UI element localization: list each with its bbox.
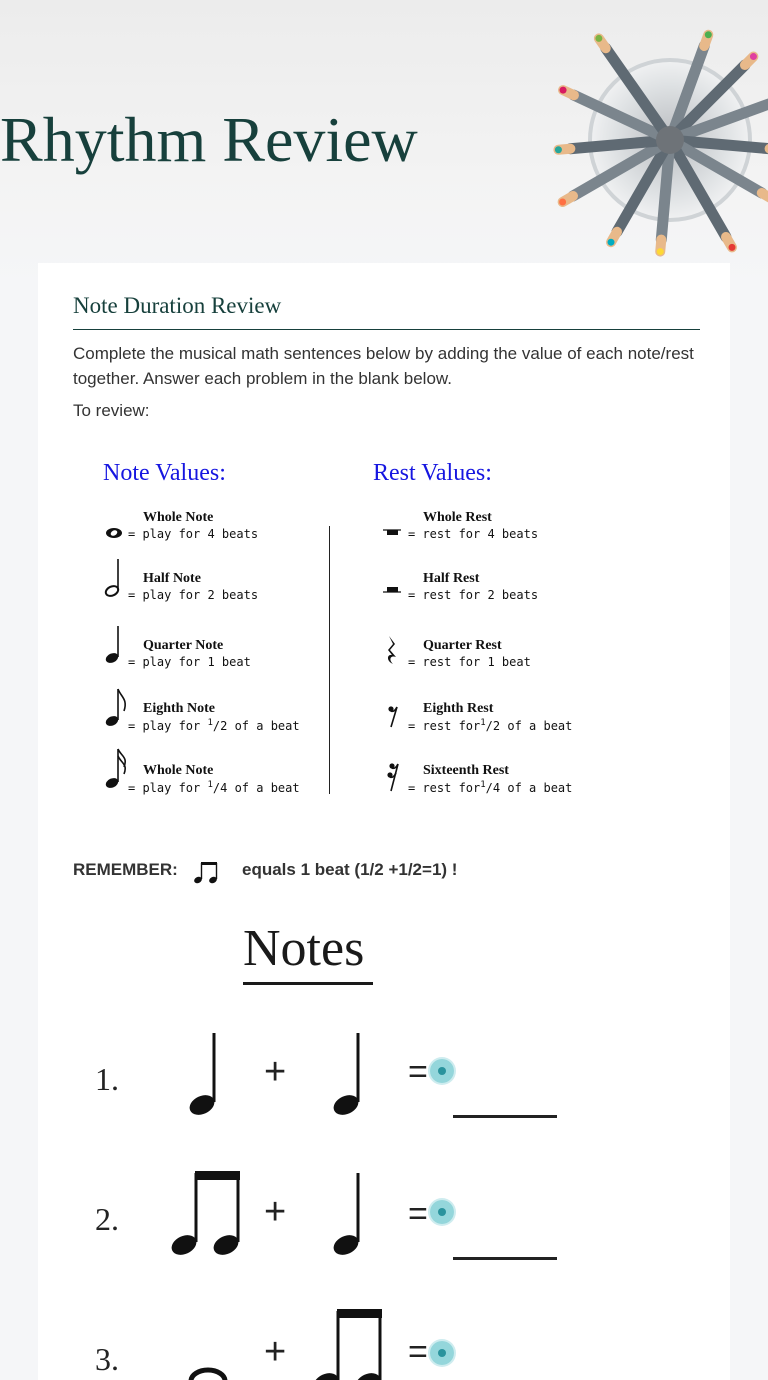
beamed-eighth-notes-icon <box>310 1307 388 1380</box>
sixteenth-note-icon <box>103 747 129 789</box>
sixteenth-rest-icon <box>383 757 405 799</box>
pencil-tip <box>559 199 566 206</box>
pencil-tip <box>750 53 757 60</box>
eighth-rest-icon <box>383 697 405 737</box>
problem-number: 3. <box>95 1341 119 1377</box>
note-rest-values-figure: Note Values: Rest Values: Whole Note = play for 4 beats Half Note = play for 2 beats Quarter Note = play for 1 beat Eighth Note = play for $^1$/2 of a beat Whole Note = play for $^1$/4 of a beat Whole Rest = rest for 4 beats Half Rest = rest for 2 beats Quarter Rest = rest for 1 beat Eighth Rest = rest for$^1$/2 of a beat Sixteenth Rest = rest for$^1$/4 of a beat <box>83 448 643 798</box>
notes-heading-underline <box>243 982 373 985</box>
answer-blank[interactable] <box>453 1257 557 1260</box>
rest-values-heading: Rest Values: <box>373 460 492 486</box>
equals-sign: = <box>408 1195 428 1233</box>
problem-number: 2. <box>95 1201 119 1237</box>
problem-number: 1. <box>95 1061 119 1097</box>
notes-heading: Notes <box>243 920 365 977</box>
whole-rest-icon <box>383 510 405 544</box>
whole-note-icon <box>188 1365 228 1380</box>
pencil-wood <box>762 193 768 199</box>
note-values-heading: Note Values: <box>103 460 226 486</box>
values-divider <box>329 526 330 794</box>
plus-sign: + <box>264 1331 287 1373</box>
problem-3 <box>38 1305 730 1380</box>
whole-note-icon <box>103 510 125 544</box>
half-note-icon <box>103 557 125 597</box>
quarter-note-icon <box>330 1171 366 1257</box>
pencil-tip <box>608 239 615 246</box>
pencil-tip <box>555 146 562 153</box>
quarter-note-icon <box>330 1031 366 1117</box>
section-title: Note Duration Review <box>73 293 282 318</box>
page-header <box>0 0 768 290</box>
pencil-tip <box>595 35 602 42</box>
half-rest-icon <box>383 571 405 605</box>
answer-blank[interactable] <box>453 1115 557 1118</box>
answer-hotspot[interactable] <box>430 1200 454 1224</box>
beamed-eighth-notes-icon <box>192 859 220 885</box>
content-card <box>38 263 730 1380</box>
review-label: To review: <box>73 401 150 420</box>
colored-pencils-image <box>550 0 768 268</box>
equals-sign: = <box>408 1333 428 1371</box>
section-rule <box>73 329 700 330</box>
problem-2 <box>38 1165 730 1305</box>
plus-sign: + <box>264 1191 287 1233</box>
pencil-tip <box>705 31 712 38</box>
pencil-tip <box>729 244 736 251</box>
quarter-rest-icon <box>383 632 405 672</box>
answer-hotspot[interactable] <box>430 1341 454 1365</box>
answer-hotspot[interactable] <box>430 1059 454 1083</box>
quarter-note-icon <box>186 1031 222 1117</box>
remember-label: REMEMBER: <box>73 860 178 879</box>
remember-text: equals 1 beat (1/2 +1/2=1) ! <box>242 860 458 879</box>
pencil-tip <box>560 87 567 94</box>
equals-sign: = <box>408 1053 428 1091</box>
plus-sign: + <box>264 1051 287 1093</box>
beamed-eighth-notes-icon <box>168 1169 246 1257</box>
page-title: Rhythm Review <box>0 104 418 175</box>
eighth-note-icon <box>103 687 129 727</box>
pencil-tip <box>657 248 664 255</box>
quarter-note-icon <box>103 624 125 664</box>
instructions-text: Complete the musical math sentences below by adding the value of each note/rest together. Answer each problem in the blank below. <box>73 344 694 388</box>
problem-1 <box>38 1023 730 1163</box>
